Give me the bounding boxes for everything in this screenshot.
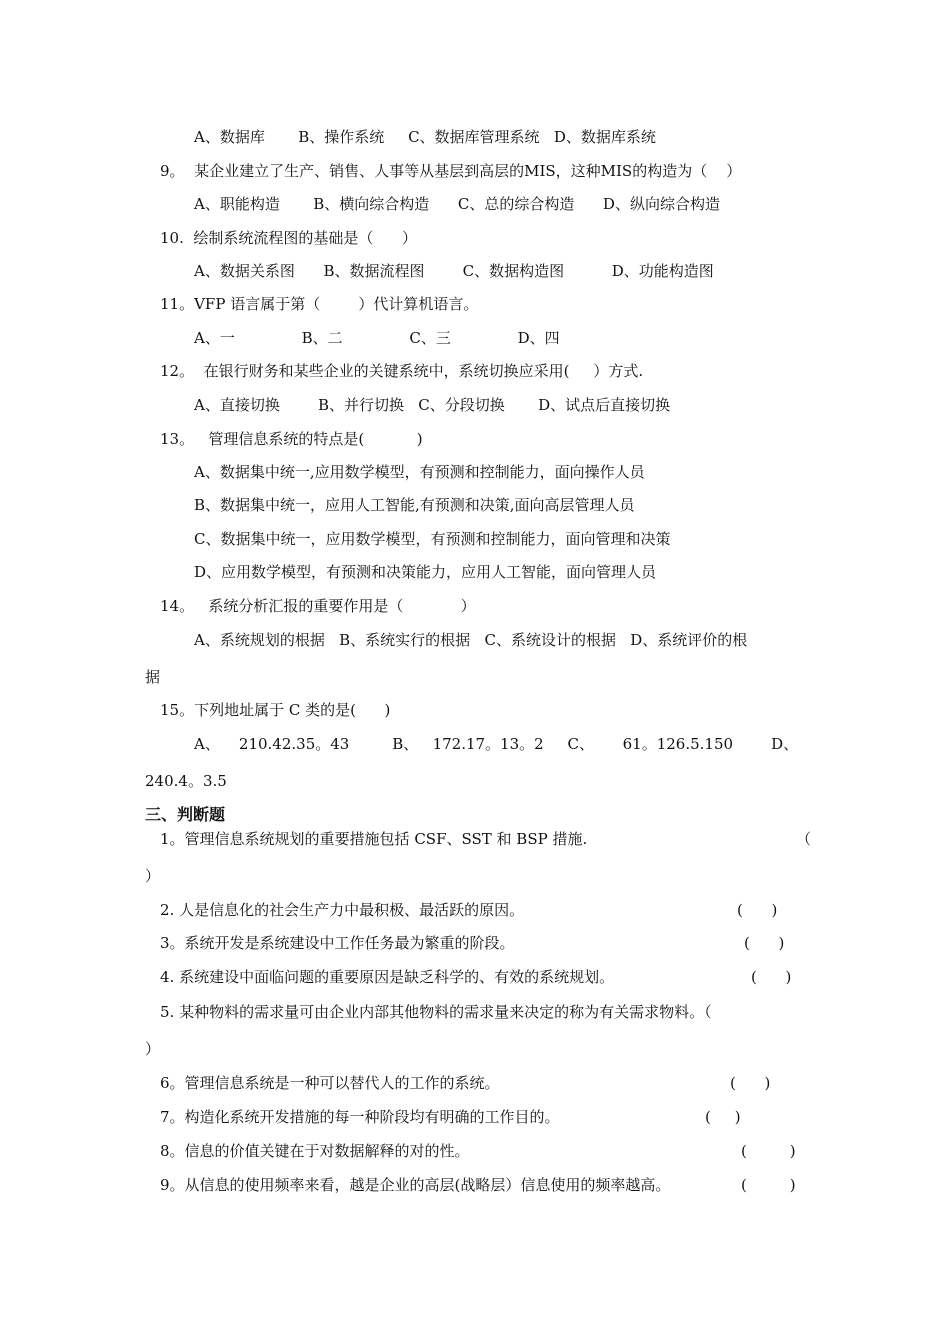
judgment-1-paren-open: （: [796, 830, 812, 848]
judgment-5: 5. 某种物料的需求量可由企业内部其他物料的需求量来决定的称为有关需求物料。（: [160, 1003, 712, 1021]
q13-option-a: A、数据集中统一,应用数学模型，有预测和控制能力，面向操作人员: [194, 463, 645, 481]
q15-options-wrap: 240.4。3.5: [145, 772, 227, 790]
judgment-8: 8。信息的价值关键在于对数据解释的对的性。: [160, 1142, 470, 1160]
judgment-3: 3。系统开发是系统建设中工作任务最为繁重的阶段。: [160, 934, 515, 952]
q14-options-wrap: 据: [145, 668, 161, 686]
judgment-9-paren: ( ): [741, 1176, 796, 1194]
judgment-1: 1。管理信息系统规划的重要措施包括 CSF、SST 和 BSP 措施.: [160, 830, 588, 848]
q11-options: A、一 B、二 C、三 D、四: [194, 329, 560, 347]
question-10: 10. 绘制系统流程图的基础是（ ）: [160, 229, 418, 247]
judgment-7-paren: ( ): [705, 1108, 741, 1126]
judgment-8-paren: ( ): [741, 1142, 796, 1160]
judgment-9: 9。从信息的使用频率来看，越是企业的高层(战略层）信息使用的频率越高。: [160, 1176, 671, 1194]
q9-options: A、职能构造 B、横向综合构造 C、总的综合构造 D、纵向综合构造: [194, 195, 720, 213]
question-13: 13。 管理信息系统的特点是( ): [160, 430, 423, 448]
section-heading: 三、判断题: [145, 805, 226, 824]
question-15: 15。下列地址属于 C 类的是( ): [160, 701, 391, 719]
judgment-5-paren-close: ）: [145, 1040, 161, 1058]
q15-options: A、 210.42.35。43 B、 172.17。13。2 C、 61。126.5.150 D、: [194, 735, 799, 753]
question-14: 14。 系统分析汇报的重要作用是（ ）: [160, 597, 476, 615]
q8-options: A、数据库 B、操作系统 C、数据库管理系统 D、数据库系统: [194, 128, 656, 146]
q10-options: A、数据关系图 B、数据流程图 C、数据构造图 D、功能构造图: [194, 262, 714, 280]
judgment-1-paren-close: ）: [145, 867, 161, 885]
judgment-7: 7。构造化系统开发措施的每一种阶段均有明确的工作目的。: [160, 1108, 560, 1126]
judgment-6-paren: ( ): [730, 1074, 771, 1092]
question-9: 9。 某企业建立了生产、销售、人事等从基层到高层的MIS，这种MIS的构造为（ ）: [160, 162, 742, 180]
q14-options: A、系统规划的根据 B、系统实行的根据 C、系统设计的根据 D、系统评价的根: [194, 631, 748, 649]
judgment-2: 2. 人是信息化的社会生产力中最积极、最活跃的原因。: [160, 901, 525, 919]
question-12: 12。 在银行财务和某些企业的关键系统中，系统切换应采用( ）方式.: [160, 362, 644, 380]
question-11: 11。VFP 语言属于第（ ）代计算机语言。: [160, 295, 479, 313]
judgment-6: 6。管理信息系统是一种可以替代人的工作的系统。: [160, 1074, 500, 1092]
judgment-4-paren: ( ): [751, 968, 792, 986]
q12-options: A、直接切换 B、并行切换 C、分段切换 D、试点后直接切换: [194, 396, 671, 414]
judgment-4: 4. 系统建设中面临问题的重要原因是缺乏科学的、有效的系统规划。: [160, 968, 615, 986]
q13-option-b: B、数据集中统一，应用人工智能,有预测和决策,面向高层管理人员: [194, 496, 635, 514]
q13-option-d: D、应用数学模型，有预测和决策能力，应用人工智能，面向管理人员: [194, 563, 657, 581]
judgment-2-paren: ( ): [737, 901, 778, 919]
q13-option-c: C、数据集中统一，应用数学模型，有预测和控制能力，面向管理和决策: [194, 530, 671, 548]
judgment-3-paren: ( ): [744, 934, 785, 952]
